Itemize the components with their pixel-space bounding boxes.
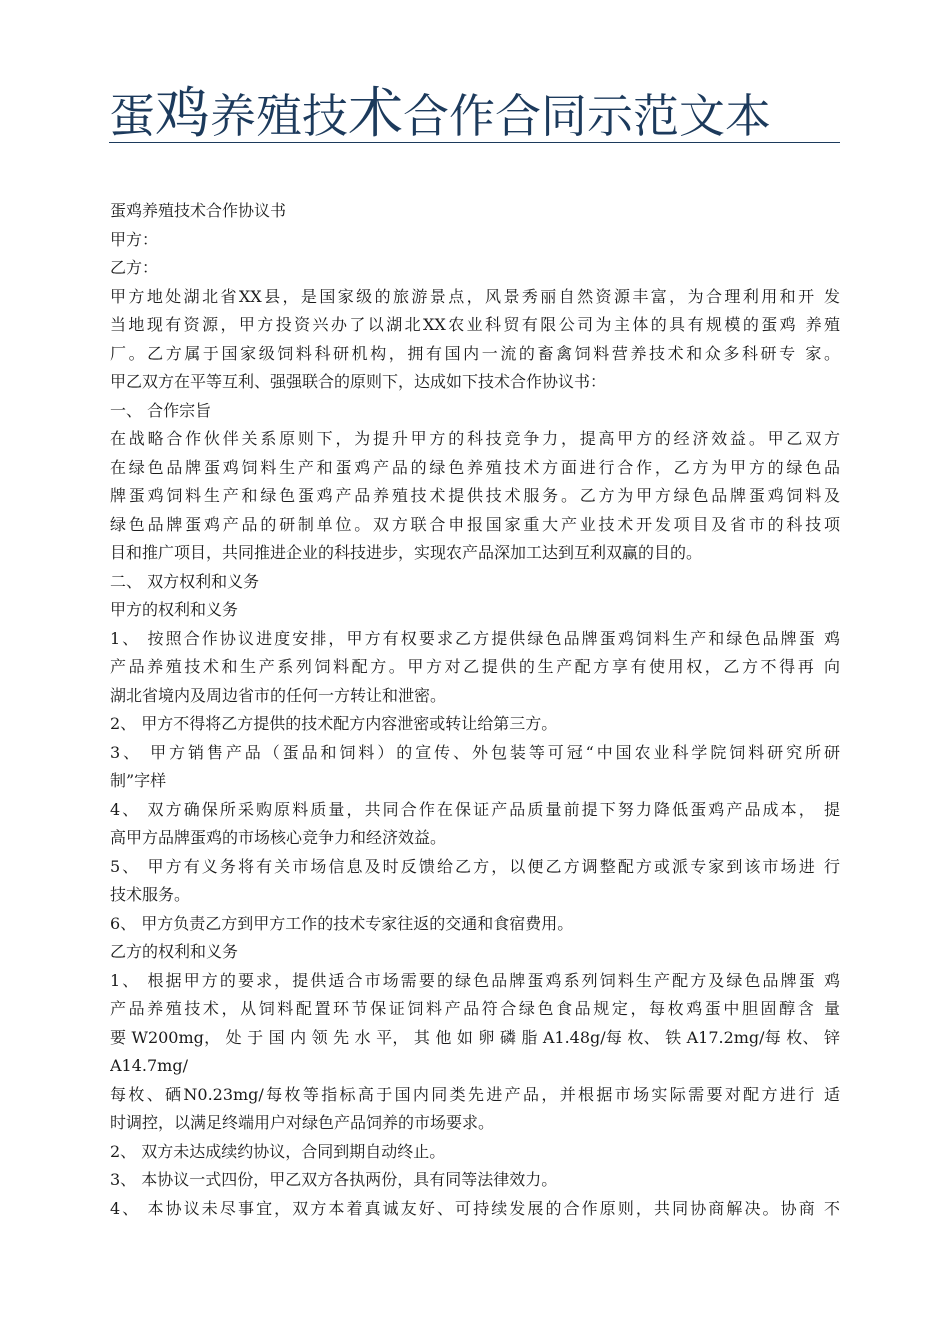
- text-line: 目和推广项目，共同推进企业的科技进步，实现农产品深加工达到互利双赢的目的。: [110, 543, 703, 562]
- title-part-5: 合作合同示范文本: [403, 89, 772, 143]
- text-line: 高甲方品牌蛋鸡的市场核心竞争力和经济效益。: [110, 828, 447, 847]
- text-line: 1、 按照合作协议进度安排，甲方有权要求乙方提供绿色品牌蛋鸡饲料生产和绿色品牌蛋 鸡: [110, 628, 840, 648]
- text-line: 当地现有资源，甲方投资兴办了以湖北XX农业科贸有限公司为主体的具有规模的蛋鸡 养殖: [110, 315, 840, 334]
- party-b-label: 乙方：: [110, 258, 159, 277]
- section-heading: 一、 合作宗旨: [110, 400, 212, 420]
- document-body: [110, 197, 840, 1223]
- text-line: 3、 甲方销售产品（蛋品和饲料）的宣传、外包装等可冠“中国农业科学院饲料研究所研: [110, 742, 840, 762]
- title-part-2: 鸡: [155, 81, 211, 145]
- text-line: 3、 本协议一式四份，甲乙双方各执两份，具有同等法律效力。: [110, 1170, 558, 1189]
- agreement-heading: 蛋鸡养殖技术合作协议书: [110, 201, 287, 220]
- title-underline: [109, 142, 840, 143]
- text-line: 绿色品牌蛋鸡产品的研制单位。双方联合申报国家重大产业技术开发项目及省市的科技项: [110, 514, 840, 534]
- text-line: 产品养殖技术和生产系列饲料配方。甲方对乙提供的生产配方享有使用权，乙方不得再 向: [110, 657, 840, 676]
- text-line: 每枚、硒N0.23mg/每枚等指标高于国内同类先进产品，并根据市场实际需要对配方进行 适: [110, 1084, 840, 1104]
- page-title: [109, 82, 840, 147]
- text-line: 2、 甲方不得将乙方提供的技术配方内容泄密或转让给第三方。: [110, 714, 558, 733]
- title-part-4: 术: [348, 81, 404, 145]
- text-line: 时调控，以满足终端用户对绿色产品饲养的市场要求。: [110, 1113, 495, 1132]
- title-part-1: 蛋: [109, 89, 155, 143]
- text-line: 6、 甲方负责乙方到甲方工作的技术专家往返的交通和食宿费用。: [110, 913, 574, 933]
- text-line: 2、 双方未达成续约协议，合同到期自动终止。: [110, 1141, 446, 1161]
- text-line: 甲乙双方在平等互利、强强联合的原则下，达成如下技术合作协议书：: [110, 372, 607, 391]
- text-line: 制”字样: [110, 771, 167, 790]
- section-heading: 二、 双方权利和义务: [110, 571, 260, 591]
- text-line: 牌蛋鸡饲料生产和绿色蛋鸡产品养殖技术提供技术服务。乙方为甲方绿色品牌蛋鸡饲料及: [110, 486, 840, 505]
- text-line: 产品养殖技术，从饲料配置环节保证饲料产品符合绿色食品规定，每枚鸡蛋中胆固醇含 量: [110, 999, 840, 1018]
- text-line: 1、 根据甲方的要求，提供适合市场需要的绿色品牌蛋鸡系列饲料生产配方及绿色品牌蛋 鸡: [110, 970, 840, 990]
- text-line: 湖北省境内及周边省市的任何一方转让和泄密。: [110, 685, 447, 705]
- subsection-heading: 甲方的权利和义务: [110, 600, 239, 619]
- text-line: 4、 双方确保所采购原料质量，共同合作在保证产品质量前提下努力降低蛋鸡产品成本， 提: [110, 799, 840, 819]
- text-line: 4、 本协议未尽事宜，双方本着真诚友好、可持续发展的合作原则，共同协商解决。协商 不: [110, 1198, 840, 1218]
- title-part-3: 养殖技: [210, 89, 349, 143]
- text-line: 要 W200mg， 处 于 国 内 领 先 水 平， 其 他 如 卵 磷 脂 A1.48g/每 枚、 铁 A17.2mg/每 枚、 锌: [110, 1027, 840, 1047]
- subsection-heading: 乙方的权利和义务: [110, 942, 239, 961]
- text-line: 5、 甲方有义务将有关市场信息及时反馈给乙方，以便乙方调整配方或派专家到该市场进 行: [110, 856, 840, 876]
- party-a-label: 甲方：: [110, 229, 159, 249]
- text-line: A14.7mg/: [110, 1056, 188, 1075]
- text-line: 在战略合作伙伴关系原则下，为提升甲方的科技竞争力，提高甲方的经济效益。甲乙双方: [110, 429, 840, 448]
- text-line: 厂。乙方属于国家级饲料科研机构，拥有国内一流的畜禽饲料营养技术和众多科研专 家。: [110, 343, 840, 363]
- text-line: 技术服务。: [110, 885, 191, 904]
- text-line: 在绿色品牌蛋鸡饲料生产和蛋鸡产品的绿色养殖技术方面进行合作，乙方为甲方的绿色品: [110, 457, 840, 477]
- text-line: 甲方地处湖北省XX县，是国家级的旅游景点，风景秀丽自然资源丰富，为合理利用和开 发: [110, 286, 840, 306]
